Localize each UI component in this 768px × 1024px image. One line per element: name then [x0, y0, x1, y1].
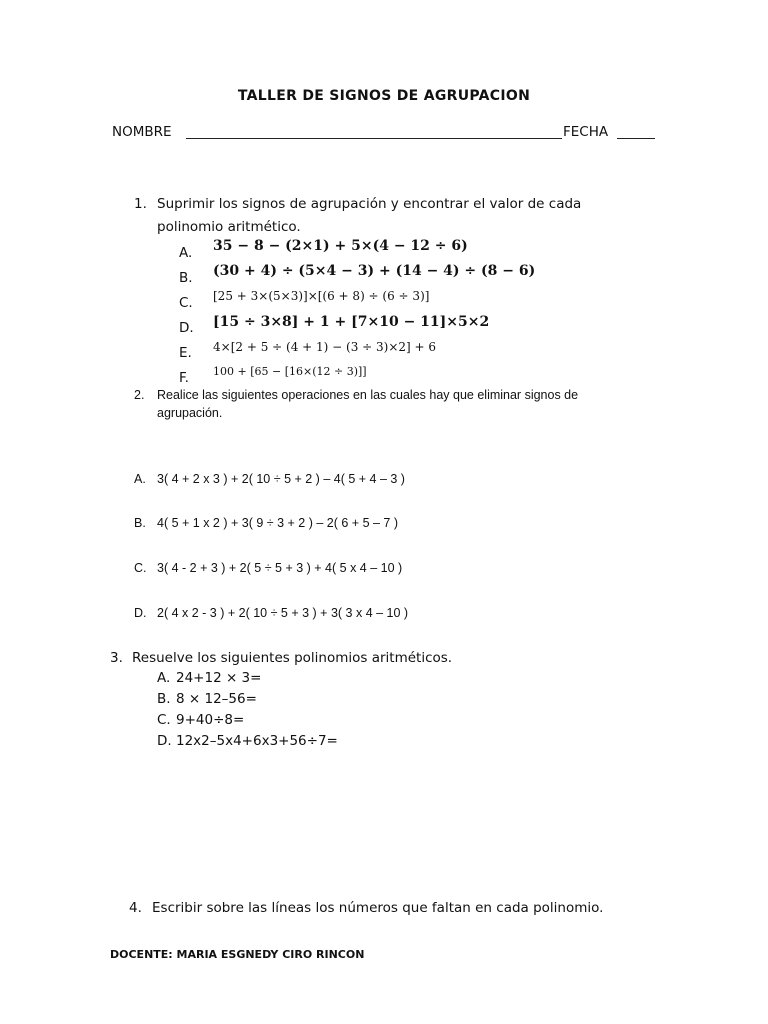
section2-item-expression: 3( 4 - 2 + 3 ) + 2( 5 ÷ 5 + 3 ) + 4( 5 x 4 – 10 )	[157, 561, 403, 575]
teacher-footer: DOCENTE: MARIA ESGNEDY CIRO RINCON	[110, 948, 365, 961]
date-line[interactable]	[617, 138, 655, 139]
section1-instruction-line2: polinomio aritmético.	[157, 219, 301, 235]
section1-item-letter: B.	[179, 270, 193, 286]
section2-item-letter: D.	[134, 606, 147, 620]
section2-number: 2.	[134, 388, 145, 402]
section2-item-expression: 3( 4 + 2 x 3 ) + 2( 10 ÷ 5 + 2 ) – 4( 5 + 4 – 3 )	[157, 472, 405, 486]
section1-item-expression: (30 + 4) ÷ (5×4 − 3) + (14 − 4) ÷ (8 − 6)	[213, 263, 536, 279]
section1-item-letter: C.	[179, 295, 193, 311]
section1-item-expression: 35 − 8 − (2×1) + 5×(4 − 12 ÷ 6)	[213, 238, 468, 254]
section3-item-letter: A.	[157, 670, 171, 686]
section2-item-letter: A.	[134, 472, 146, 486]
section1-item-letter: D.	[179, 320, 194, 336]
section1-item-expression: 100 + [65 − [16×(12 ÷ 3)]]	[213, 365, 367, 378]
section3-number: 3.	[110, 650, 123, 666]
section2-instruction-line2: agrupación.	[157, 406, 223, 420]
section1-number: 1.	[134, 196, 147, 212]
section3-item-expression: 24+12 × 3=	[176, 670, 262, 686]
section1-item-letter: F.	[179, 370, 189, 386]
section1-item-letter: E.	[179, 345, 192, 361]
section4-heading: Escribir sobre las líneas los números que faltan en cada polinomio.	[152, 900, 604, 916]
page-title: TALLER DE SIGNOS DE AGRUPACION	[237, 88, 531, 104]
section3-item-letter: B.	[157, 691, 171, 707]
section1-item-expression: [15 ÷ 3×8] + 1 + [7×10 − 11]×5×2	[213, 314, 490, 330]
section4-number: 4.	[129, 900, 142, 916]
section3-heading: Resuelve los siguientes polinomios aritméticos.	[132, 650, 453, 666]
section3-item-expression: 9+40÷8=	[176, 712, 245, 728]
section3-item-letter: D.	[157, 733, 172, 749]
section2-item-expression: 2( 4 x 2 - 3 ) + 2( 10 ÷ 5 + 3 ) + 3( 3 x 4 – 10 )	[157, 606, 409, 620]
section2-item-letter: B.	[134, 516, 146, 530]
section1-item-expression: [25 + 3×(5×3)]×[(6 + 8) ÷ (6 ÷ 3)]	[213, 289, 430, 303]
section1-item-letter: A.	[179, 245, 193, 261]
section3-item-expression: 8 × 12–56=	[176, 691, 257, 707]
section1-instruction-line1: Suprimir los signos de agrupación y encontrar el valor de cada	[157, 196, 582, 212]
section2-instruction-line1: Realice las siguientes operaciones en las cuales hay que eliminar signos de	[157, 388, 579, 402]
section1-item-expression: 4×[2 + 5 ÷ (4 + 1) − (3 ÷ 3)×2] + 6	[213, 340, 437, 354]
name-label: NOMBRE	[112, 124, 172, 140]
name-line[interactable]	[186, 138, 562, 139]
section3-item-letter: C.	[157, 712, 171, 728]
date-label: FECHA	[563, 124, 609, 140]
section3-item-expression: 12x2–5x4+6x3+56÷7=	[176, 733, 338, 749]
section2-item-letter: C.	[134, 561, 147, 575]
section2-item-expression: 4( 5 + 1 x 2 ) + 3( 9 ÷ 3 + 2 ) – 2( 6 + 5 – 7 )	[157, 516, 399, 530]
